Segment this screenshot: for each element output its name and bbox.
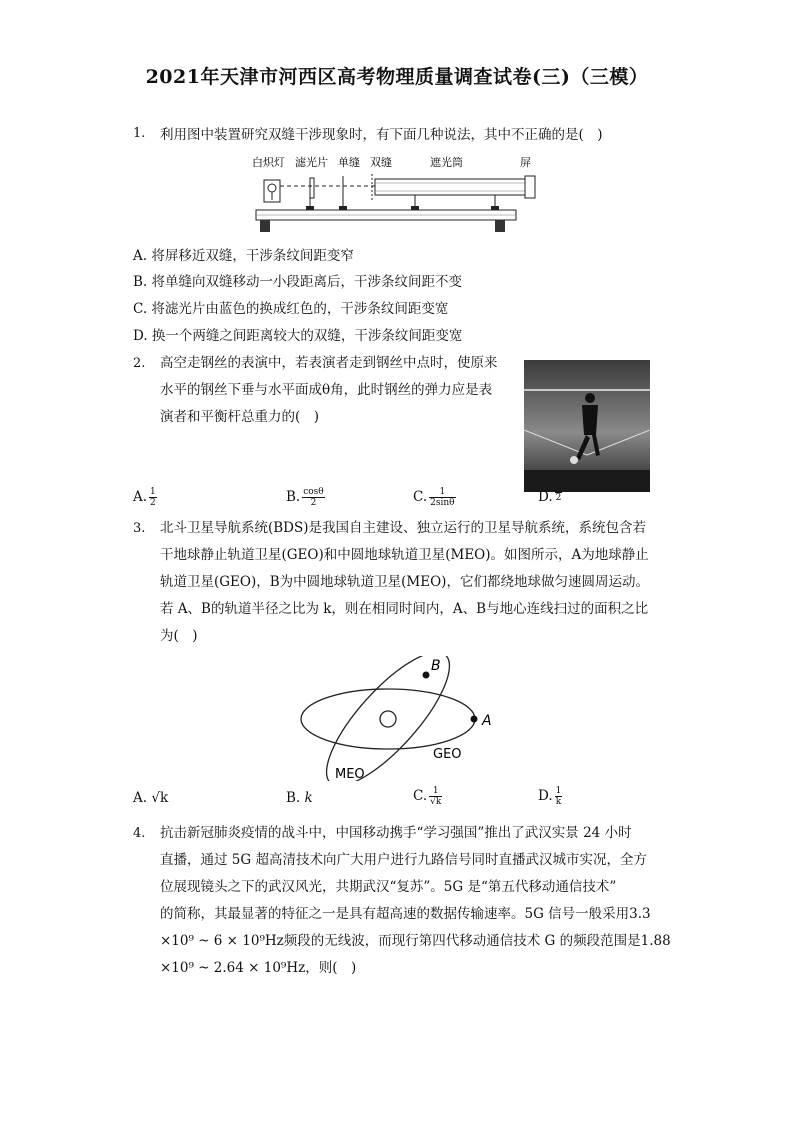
question-number: 3.	[133, 521, 146, 536]
question-stem-line-4: 的简称，其最显著的特征之一是具有超高速的数据传输速率。5G 信号一般采用3.3	[160, 906, 651, 922]
question-number: 2.	[133, 356, 146, 371]
label-lamp: 白炽灯	[252, 156, 285, 169]
question-stem-line-2: 干地球静止轨道卫星(GEO)和中圆地球轨道卫星(MEO)。如图所示，A为地球静止	[160, 547, 649, 563]
question-stem-line-2: 水平的钢丝下垂与水平面成θ角，此时钢丝的弹力应是表	[160, 382, 493, 398]
question-stem-line-3: 轨道卫星(GEO)，B为中圆地球轨道卫星(MEO)，它们都绕地球做匀速圆周运动。	[160, 574, 649, 590]
question-stem-line-1: 高空走钢丝的表演中，若表演者走到钢丝中点时，使原来	[160, 355, 498, 371]
option-a[interactable]: A. 将屏移近双缝，干涉条纹间距变窄	[133, 248, 354, 264]
label-meo: MEO	[335, 767, 365, 781]
option-c[interactable]: C. $\frac{1}{√k}$	[413, 786, 442, 807]
question-stem-line-6: ×10⁹ ~ 2.64 × 10⁹Hz，则( )	[160, 960, 357, 976]
question-stem-line-5: 为( )	[160, 628, 198, 644]
question-stem: 利用图中装置研究双缝干涉现象时，有下面几种说法，其中不正确的是( )	[160, 127, 603, 143]
question-stem-line-2: 直播，通过 5G 超高清技术向广大用户进行九路信号同时直播武汉城市实况，全方	[160, 852, 647, 868]
label-geo: GEO	[433, 747, 462, 762]
label-b: B	[431, 658, 441, 674]
satellite-orbits-figure	[293, 656, 503, 781]
question-stem-line-3: 演者和平衡杆总重力的( )	[160, 409, 320, 425]
label-single-slit: 单缝	[338, 156, 360, 169]
label-filter: 滤光片	[295, 156, 328, 169]
tightrope-walker-photo	[524, 360, 650, 492]
question-number: 4.	[133, 826, 146, 841]
option-a[interactable]: A. $\frac{1}{2}$	[133, 487, 156, 508]
question-stem-line-1: 抗击新冠肺炎疫情的战斗中，中国移动携手“学习强国”推出了武汉实景 24 小时	[160, 825, 632, 841]
label-screen: 屏	[520, 156, 531, 169]
question-stem-line-4: 若 A、B的轨道半径之比为 k，则在相同时间内，A、B与地心连线扫过的面积之比	[160, 601, 649, 617]
option-d[interactable]: D. 2	[538, 489, 562, 505]
label-a: A	[482, 713, 492, 729]
option-c[interactable]: C. 将滤光片由蓝色的换成红色的，干涉条纹间距变宽	[133, 301, 449, 317]
question-stem-line-1: 北斗卫星导航系统(BDS)是我国自主建设、独立运行的卫星导航系统，系统包含若	[160, 520, 647, 536]
option-a[interactable]: A. √k	[133, 790, 169, 806]
question-stem-line-5: ×10⁹ ~ 6 × 10⁹Hz频段的无线波，而现行第四代移动通信技术 G 的频段范围是1.88	[160, 933, 671, 949]
label-tube: 遮光筒	[430, 156, 463, 169]
label-double-slit: 双缝	[370, 156, 392, 169]
option-c[interactable]: C. $\frac{1}{2\sin\theta}$	[413, 487, 455, 508]
question-stem-line-3: 位展现镜头之下的武汉风光，共期武汉“复苏”。5G 是“第五代移动通信技术”	[160, 879, 617, 895]
page-title: 2021年天津市河西区高考物理质量调查试卷(三)（三模）	[145, 66, 649, 88]
option-d[interactable]: D. $\frac{1}{k}$	[538, 786, 562, 807]
option-b[interactable]: B. 将单缝向双缝移动一小段距离后，干涉条纹间距不变	[133, 274, 463, 290]
option-b[interactable]: B. k	[286, 790, 313, 806]
question-number: 1.	[133, 126, 146, 141]
double-slit-apparatus-figure	[250, 152, 550, 237]
option-d[interactable]: D. 换一个两缝之间距离较大的双缝，干涉条纹间距变宽	[133, 328, 463, 344]
option-b[interactable]: B. $\frac{\cos\theta}{2}$	[286, 487, 324, 508]
